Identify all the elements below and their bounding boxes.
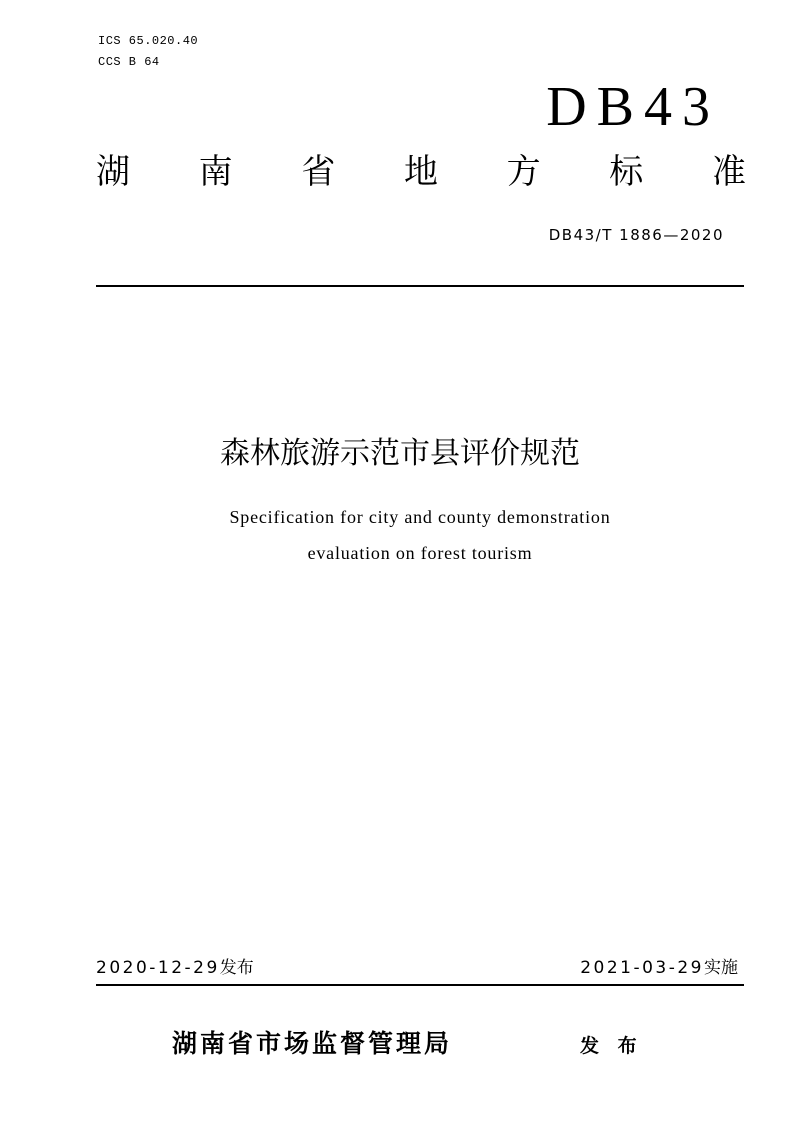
bottom-divider <box>96 984 744 986</box>
implementation-date: 2021-03-29 <box>580 958 704 978</box>
issue-date-block <box>96 957 254 979</box>
standard-type-char: 南 <box>198 152 233 192</box>
standard-type-char: 准 <box>711 152 746 192</box>
standard-number: DB43/T 1886—2020 <box>548 226 724 244</box>
ccs-code: CCS B 64 <box>98 55 160 69</box>
document-title-cn: 森林旅游示范市县评价规范 <box>220 436 580 471</box>
issue-label: 发布 <box>219 958 254 978</box>
db-mark: DB43 <box>546 76 720 138</box>
standard-type-char: 方 <box>506 152 541 192</box>
implementation-date-block <box>580 957 738 979</box>
issue-date: 2020-12-29 <box>96 958 220 978</box>
top-divider <box>96 285 744 287</box>
ics-code: ICS 65.020.40 <box>98 34 199 48</box>
issuing-authority: 湖南省市场监督管理局 <box>172 1029 453 1058</box>
standard-type-char: 标 <box>609 152 644 192</box>
standard-type-char: 湖 <box>96 152 130 192</box>
implementation-label: 实施 <box>704 958 738 978</box>
standard-type-char: 省 <box>301 152 336 192</box>
issue-word: 发 布 <box>580 1035 643 1057</box>
standard-type-title <box>96 150 746 194</box>
document-title-en-line2: evaluation on forest tourism <box>307 543 533 563</box>
document-title-en-line1: Specification for city and county demonstration <box>229 507 611 527</box>
standard-type-char: 地 <box>403 152 438 192</box>
